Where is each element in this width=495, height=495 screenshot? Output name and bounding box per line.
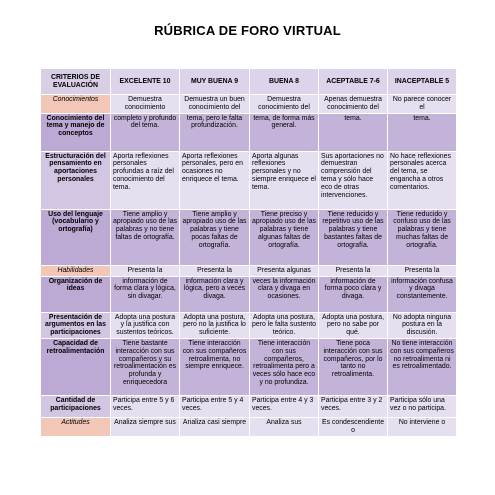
rubric-cell: Presenta la [111, 265, 180, 276]
criterion-label: Conocimiento del tema y manejo de conceptos [41, 113, 111, 151]
rubric-cell: Demuestra un buen conocimiento del [180, 95, 250, 114]
rubric-cell: Adopta una postura, pero no sabe por qué. [319, 312, 388, 338]
rubric-cell: Adopta una postura, pero le falta sustento teórico. [250, 312, 319, 338]
rubric-cell: Apenas demuestra conocimiento del [319, 95, 388, 114]
rubric-cell: Analiza casi siempre [180, 417, 250, 436]
rubric-cell: información confusa y divaga constantemente. [388, 276, 457, 312]
rubric-cell: Analiza sus [250, 417, 319, 436]
rubric-cell: No parece conocer el [388, 95, 457, 114]
rubric-cell: Tiene interacción con sus compañeros, retroalimenta pero a veces sólo hace eco y no profundiza. [250, 338, 319, 395]
criterion-label: Presentación de argumentos en las participaciones [41, 312, 111, 338]
page-title: RÚBRICA DE FORO VIRTUAL [154, 23, 341, 38]
rubric-cell: Demuestra conocimiento [111, 95, 180, 114]
rubric-cell: tema. [319, 113, 388, 151]
header-row [41, 69, 457, 95]
rubric-cell: veces la información clara y divaga en ocasiones. [250, 276, 319, 312]
rubric-cell: información clara y lógica, pero a veces divaga. [180, 276, 250, 312]
rubric-cell: Tiene amplio y apropiado uso de las palabras y tiene pocas faltas de ortografía. [180, 209, 250, 265]
rubric-cell: Tiene poca interacción con sus compañeros, por lo tanto no retroalimenta. [319, 338, 388, 395]
rubric-cell: Presenta la [319, 265, 388, 276]
rubric-cell: Demuestra conocimiento del [250, 95, 319, 114]
criterion-label: Capacidad de retroalimentación [41, 338, 111, 395]
rubric-cell: Presenta la [180, 265, 250, 276]
rubric-cell: completo y profundo del tema. [111, 113, 180, 151]
criterion-label: Uso del lenguaje (vocabulario y ortografía) [41, 209, 111, 265]
rubric-cell: Tiene interacción con sus compañeros retroalimenta, no siempre enriquece. [180, 338, 250, 395]
rubric-cell: Tiene preciso y apropiado uso de las palabras y tiene algunas faltas de ortografía. [250, 209, 319, 265]
rubric-cell: Participa sólo una vez o no participa. [388, 395, 457, 417]
rubric-cell: información de forma poco clara y divaga. [319, 276, 388, 312]
rubric-cell: Adopta una postura y la justifica con sustentos teóricos. [111, 312, 180, 338]
rubric-cell: Tiene bastante interacción con sus compañeros y su retroalimentación es profunda y enriquecedora [111, 338, 180, 395]
header-aceptable: ACEPTABLE 7-6 [319, 69, 388, 95]
rubric-cell: Tiene reducido y confuso uso de las palabras y tiene muchas faltas de ortografía. [388, 209, 457, 265]
rubric-cell: Aporta algunas reflexiones personales y no siempre enriquece el tema. [250, 151, 319, 209]
header-buena: BUENA 8 [250, 69, 319, 95]
header-muy-buena: MUY BUENA 9 [180, 69, 250, 95]
rubric-cell: Presenta la [388, 265, 457, 276]
header-inaceptable: INACEPTABLE 5 [388, 69, 457, 95]
header-excelente: EXCELENTE 10 [111, 69, 180, 95]
rubric-cell: tema, pero le falta profundización. [180, 113, 250, 151]
section-row [41, 417, 457, 436]
rubric-cell: Tiene amplio y apropiado uso de las palabras y no tiene faltas de ortografía. [111, 209, 180, 265]
criterion-row [41, 312, 457, 338]
section-label: Conocimientos [41, 95, 111, 114]
section-label: Habilidades [41, 265, 111, 276]
rubric-body [41, 95, 457, 437]
rubric-cell: Aporta reflexiones personales, pero en ocasiones no enriquece el tema. [180, 151, 250, 209]
rubric-cell: Participa entre 5 y 4 veces. [180, 395, 250, 417]
criterion-label: Cantidad de participaciones [41, 395, 111, 417]
rubric-cell: No interviene o [388, 417, 457, 436]
rubric-cell: Sus aportaciones no demuestran comprensión del tema y sólo hace eco de otras intervenciones. [319, 151, 388, 209]
rubric-cell: Participa entre 3 y 2 veces. [319, 395, 388, 417]
header-criteria: CRITERIOS DE EVALUACIÓN [41, 69, 111, 95]
criterion-label: Estructuración del pensamiento en aportaciones personales [41, 151, 111, 209]
criterion-row [41, 209, 457, 265]
rubric-cell: Tiene reducido y repetitivo uso de las palabras y tiene bastantes faltas de ortografía. [319, 209, 388, 265]
rubric-cell: tema. [388, 113, 457, 151]
rubric-cell: Participa entre 4 y 3 veces. [250, 395, 319, 417]
rubric-cell: Es condescendiente o [319, 417, 388, 436]
criterion-row [41, 113, 457, 151]
criterion-row [41, 151, 457, 209]
rubric-cell: No tiene interacción con sus compañeros no retroalimenta ni es retroalimentado. [388, 338, 457, 395]
rubric-cell: Aporta reflexiones personales profundas a raíz del conocimiento del tema. [111, 151, 180, 209]
rubric-table [40, 68, 457, 437]
section-label: Actitudes [41, 417, 111, 436]
criterion-row [41, 338, 457, 395]
rubric-cell: No adopta ninguna postura en la discusión. [388, 312, 457, 338]
criterion-label: Organización de ideas [41, 276, 111, 312]
criterion-row [41, 395, 457, 417]
rubric-cell: Participa entre 5 y 6 veces. [111, 395, 180, 417]
rubric-cell: información de forma clara y lógica, sin divagar. [111, 276, 180, 312]
rubric-cell: Presenta algunas [250, 265, 319, 276]
rubric-cell: Adopta una postura, pero no la justifica lo suficiente. [180, 312, 250, 338]
criterion-row [41, 276, 457, 312]
rubric-cell: Analiza siempre sus [111, 417, 180, 436]
section-row [41, 265, 457, 276]
rubric-cell: tema, de forma más general. [250, 113, 319, 151]
rubric-cell: No hace reflexiones personales acerca del tema, se engancha a otros comentarios. [388, 151, 457, 209]
section-row [41, 95, 457, 114]
